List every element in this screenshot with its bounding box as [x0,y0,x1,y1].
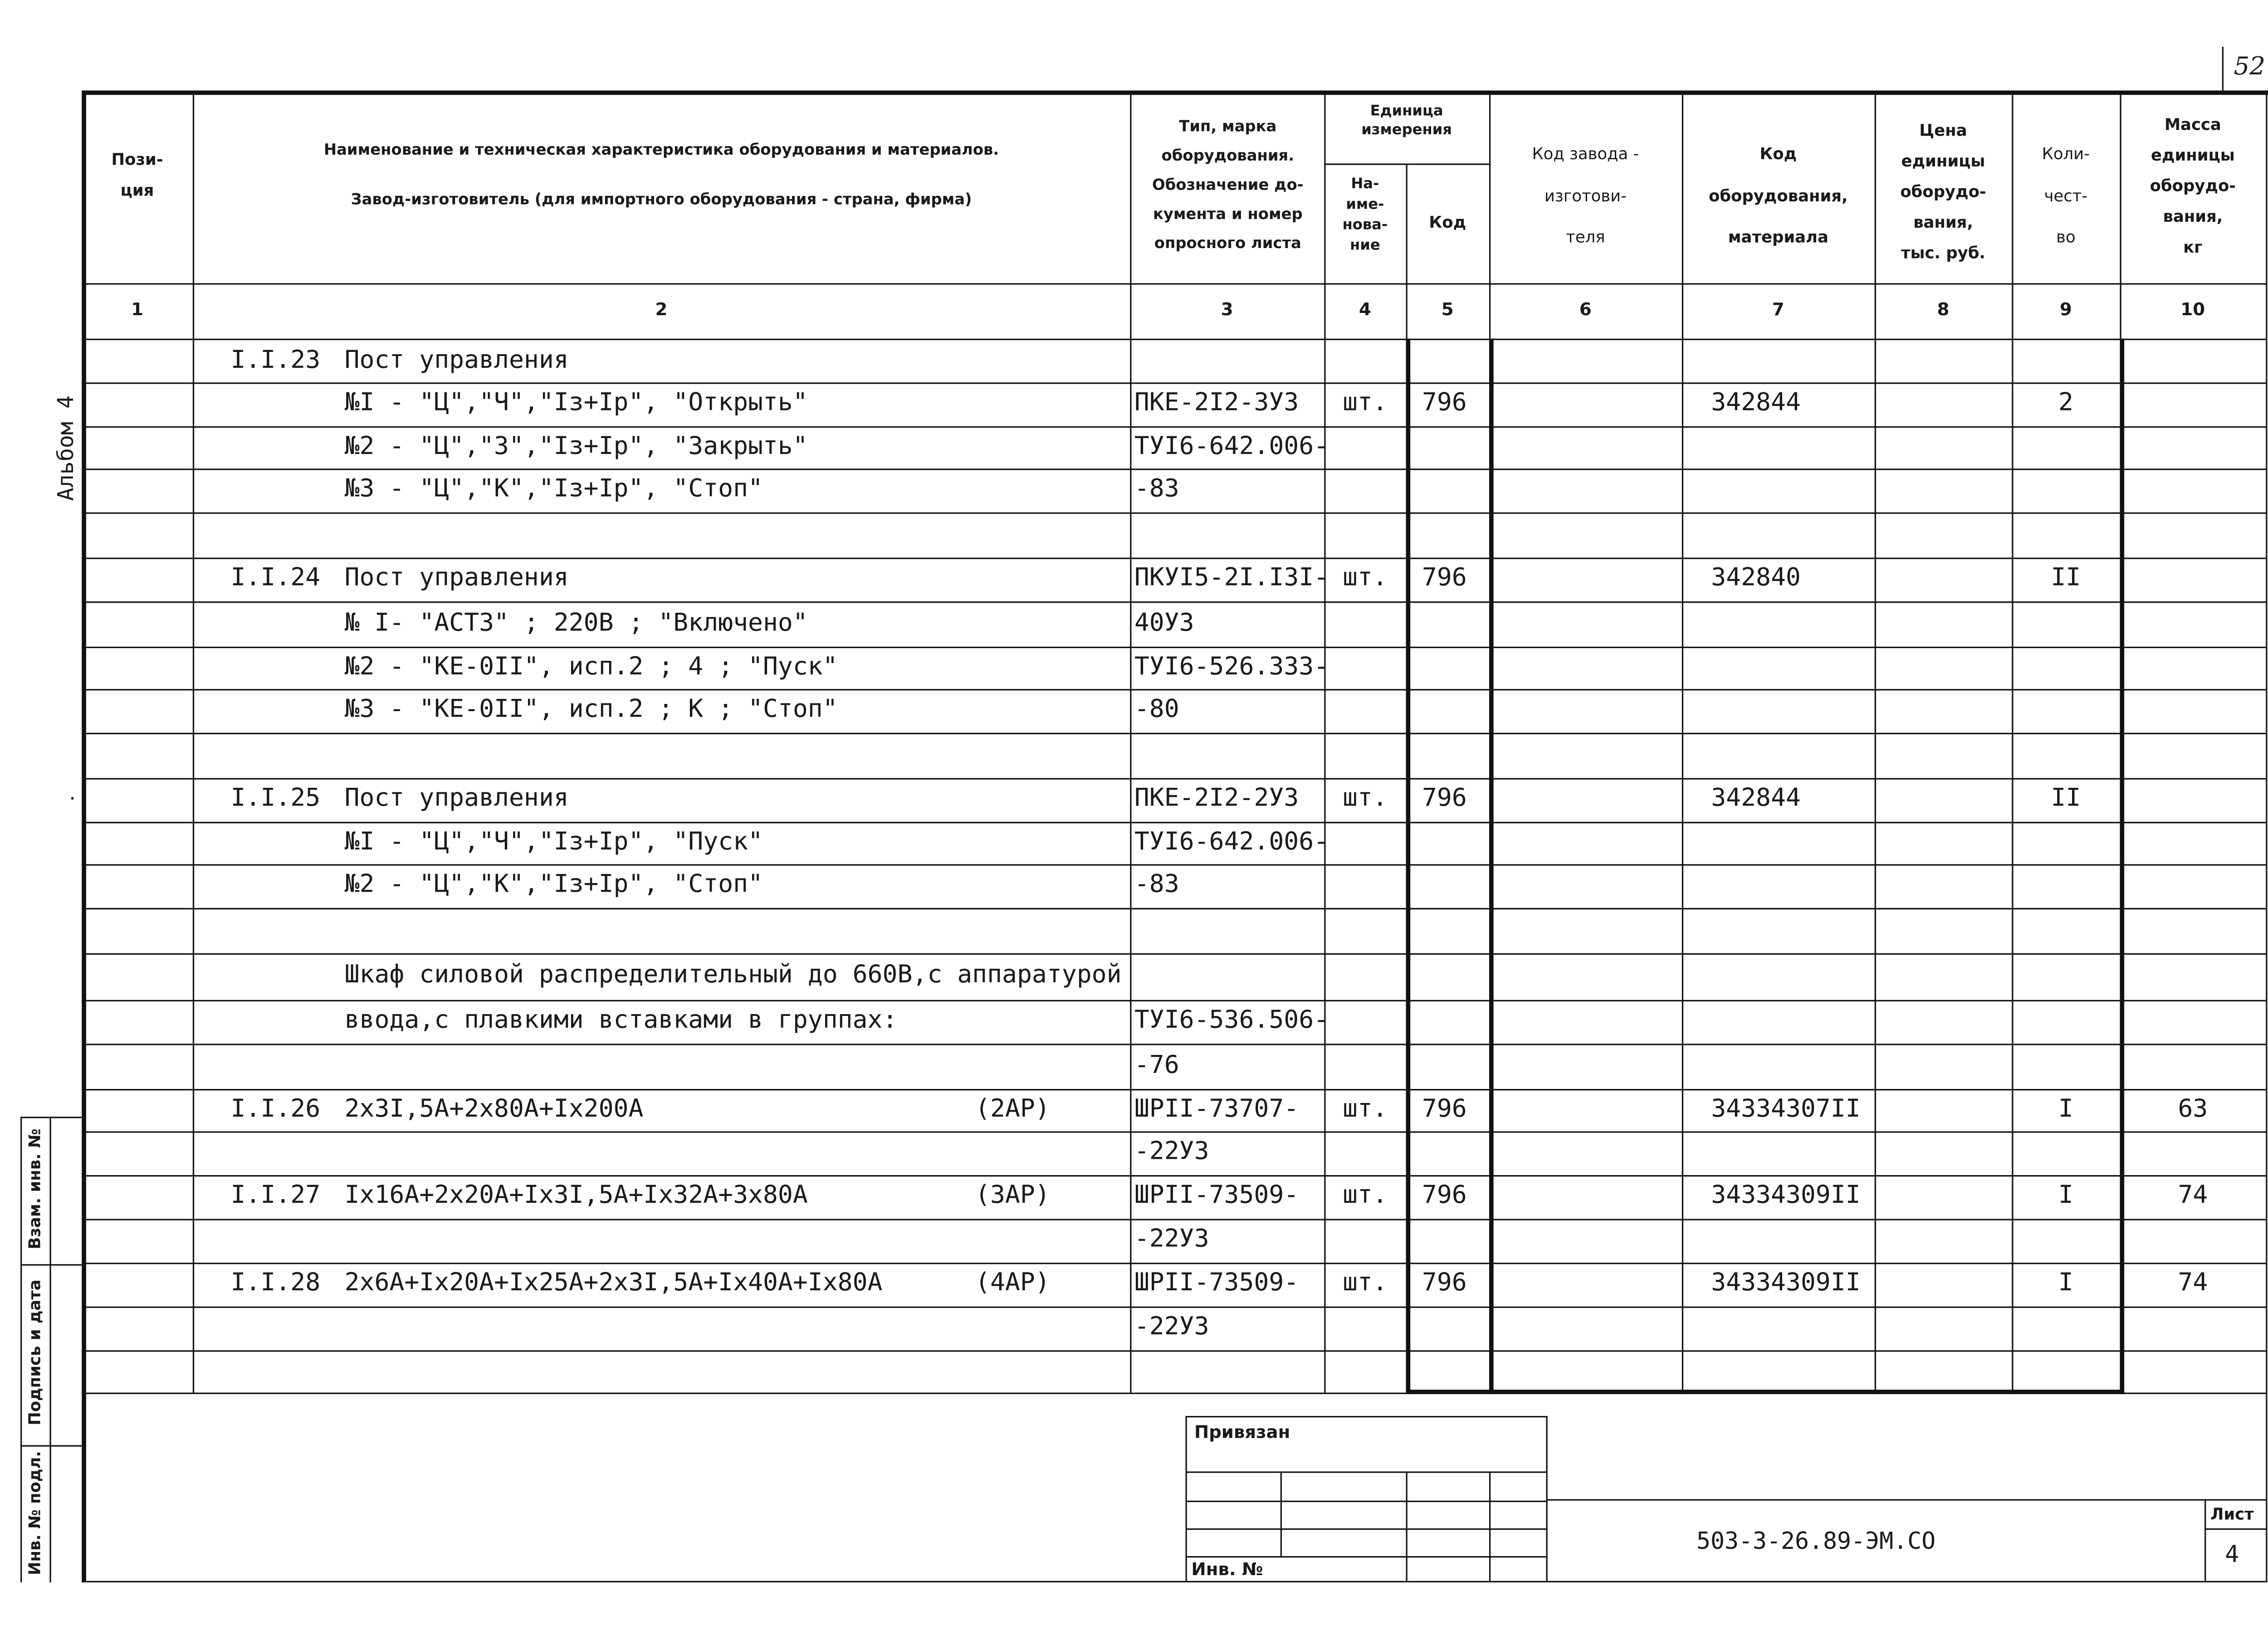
cell-type: ТУI6-642.006- [1134,431,1329,461]
title-block-list-line [2204,1528,2267,1530]
cell-code: 796 [1422,1181,1467,1210]
title-block-top [1546,1499,2267,1501]
cell-unit: шт. [1342,563,1388,593]
cell-unit: шт. [1342,1268,1388,1298]
cell-type: ШРII-73509- [1134,1268,1299,1298]
stamp-vline1 [1281,1471,1282,1556]
stamp-line2 [1186,1501,1548,1502]
row-line [82,382,2267,384]
col-line-6 [1682,91,1683,1394]
cell-name: 2х6А+Iх20А+Iх25А+2х3I,5А+Iх40А+Iх80А [344,1268,883,1298]
cell-unit: шт. [1342,1181,1388,1210]
row-line [82,647,2267,648]
cell-name: Пост управления [344,784,569,813]
hdr-col1: Пози- ция [111,150,163,200]
list-label: Лист [2210,1505,2254,1524]
row-line [82,558,2267,559]
side-podpis-label: Подпись и дата [25,1279,45,1425]
cell-type: ШРII-73707- [1134,1094,1299,1123]
cell-pos: I.I.24 [230,563,321,593]
hdr-col7: Код оборудования, материала [1709,144,1848,247]
side-invpodl-label: Инв. № подл. [25,1451,45,1576]
row-line [82,512,2267,514]
row-line [82,1263,2267,1264]
side-stamp-mid [49,1117,51,1582]
stamp-inv-no: Инв. № [1191,1559,1263,1580]
cell-type: -80 [1134,695,1179,724]
hdr-col8: Цена единицы оборудо- вания, тыс. руб. [1900,121,1986,262]
row-line [82,689,2267,690]
cell-mass: 74 [2178,1268,2208,1298]
stamp-line4 [1186,1556,1548,1557]
cell-unit: шт. [1342,784,1388,813]
table-bottom-bold [1406,1390,2125,1394]
cell-name: №I - "Ц","Ч","Iз+Iр", "Пуск" [344,827,763,856]
cell-type: -83 [1134,870,1179,899]
cell-name: Шкаф силовой распределительный до 660В,с аппаратурой [344,960,1122,990]
side-vzam-label: Взам. инв. № [25,1128,45,1249]
list-value: 4 [2225,1540,2239,1568]
cell-name: №2 - "КЕ-0II", исп.2 ; 4 ; "Пуск" [344,652,838,681]
stamp-line3 [1186,1528,1548,1530]
row-line [82,1000,2267,1001]
cell-pos: I.I.28 [230,1268,321,1298]
cell-code: 796 [1422,563,1467,593]
row-line [82,1089,2267,1090]
frame-bottom [82,1581,2266,1582]
cell-name: № I- "АСТЗ" ; 220В ; "Включено" [344,608,808,637]
cell-eqcode: 34334307II [1711,1094,1861,1123]
row-line [82,733,2267,734]
cell-qty: 2 [2058,388,2073,418]
cell-name: Пост управления [344,563,569,593]
cell-type: ПКЕ-2I2-2У3 [1134,784,1299,813]
cell-code: 796 [1422,784,1467,813]
row-line [82,601,2267,603]
hdr-col5: Код [1429,213,1466,232]
row-line [82,822,2267,823]
header-col-number: 4 [1359,299,1371,320]
row-line [82,864,2267,865]
cell-name: Пост управления [344,345,569,375]
frame-top [82,91,2268,95]
cell-eqcode: 342840 [1711,563,1801,593]
col-line-1 [193,91,194,1394]
cell-name: 2х3I,5А+2х80А+Iх200А [344,1094,644,1123]
cell-eqcode: 34334309II [1711,1268,1861,1298]
row-line [82,1044,2267,1045]
row-line [82,1350,2267,1352]
cell-qty: I [2058,1268,2073,1298]
stamp-top [1186,1416,1548,1417]
dot-mark: · [67,788,78,809]
cell-type: ТУI6-642.006- [1134,827,1329,856]
numbers-bottom-line [82,339,2267,340]
cell-tag: (3АР) [975,1181,1050,1210]
header-col-number: 6 [1579,299,1592,320]
cell-code: 796 [1422,388,1467,418]
cell-type: -22У3 [1134,1225,1209,1254]
stamp-privyazan: Привязан [1194,1421,1290,1442]
header-col-number: 10 [2180,299,2205,320]
doc-code: 503-3-26.89-ЭМ.СО [1696,1527,1936,1555]
cell-tag: (2АР) [975,1094,1050,1123]
hdr-col9: Коли- чест- во [2042,144,2090,247]
title-block-list-sep [2204,1499,2206,1582]
header-col-number: 1 [131,299,143,320]
cell-type: ТУI6-526.333- [1134,652,1329,681]
hdr-col4: На- име- нова- ние [1342,176,1388,254]
hdr-col3: Тип, марка оборудования. Обозначение до- кумента и номер опросного листа [1152,118,1304,253]
cell-mass: 63 [2178,1094,2208,1123]
cell-eqcode: 34334309II [1711,1181,1861,1210]
row-line [82,908,2267,909]
hdr-col10: Масса единицы оборудо- вания, кг [2150,115,2236,257]
hdr-unit-group: Единица измерения [1361,103,1452,139]
row-line [82,1131,2267,1132]
cell-name: Iх16А+2х20А+Iх3I,5А+Iх32А+3х80А [344,1181,808,1210]
header-bottom-line [82,283,2267,284]
cell-qty: I [2058,1181,2073,1210]
header-col-number: 3 [1221,299,1233,320]
cell-pos: I.I.23 [230,345,321,375]
stamp-line1 [1186,1471,1548,1473]
col-line-7 [1875,91,1876,1394]
cell-type: -22У3 [1134,1312,1209,1342]
album-label: Альбом 4 [52,395,79,501]
cell-type: -83 [1134,474,1179,504]
frame-right [2266,91,2267,1582]
cell-qty: II [2051,563,2081,593]
cell-type: ПКУI5-2I.I3I- [1134,563,1329,593]
stamp-vline2 [1406,1471,1408,1582]
cell-qty: II [2051,784,2081,813]
row-line [82,426,2267,428]
cell-pos: I.I.26 [230,1094,321,1123]
hdr-col2-line2: Завод-изготовитель (для импортного оборудования - страна, фирма) [351,191,972,209]
header-col-number: 2 [655,299,668,320]
row-line [82,953,2267,955]
cell-type: -76 [1134,1050,1179,1080]
cell-type: ПКЕ-2I2-3У3 [1134,388,1299,418]
cell-pos: I.I.25 [230,784,321,813]
cell-type: ШРII-73509- [1134,1181,1299,1210]
cell-unit: шт. [1342,1094,1388,1123]
cell-unit: шт. [1342,388,1388,418]
row-line [82,1219,2267,1220]
cell-type: -22У3 [1134,1137,1209,1166]
cell-name: ввода,с плавкими вставками в группах: [344,1005,898,1035]
hdr-col2-line1: Наименование и техническая характеристика оборудования и материалов. [323,142,999,159]
row-line [82,1175,2267,1176]
cell-code: 796 [1422,1094,1467,1123]
cell-name: №2 - "Ц","К","Iз+Iр", "Стоп" [344,870,763,899]
col-line-9 [2120,339,2124,1394]
col-line-5 [1489,339,1494,1394]
row-line [82,778,2267,780]
header-col-number: 7 [1772,299,1784,320]
cell-eqcode: 342844 [1711,388,1801,418]
cell-type: 40У3 [1134,608,1194,637]
cell-eqcode: 342844 [1711,784,1801,813]
hdr-col6: Код завода - изготови- теля [1532,144,1639,247]
cell-name: №3 - "Ц","К","Iз+Iр", "Стоп" [344,474,763,504]
cell-tag: (4АР) [975,1268,1050,1298]
page-number-tick [2222,47,2224,91]
cell-name: №3 - "КЕ-0II", исп.2 ; К ; "Стоп" [344,695,838,724]
cell-mass: 74 [2178,1181,2208,1210]
page-number: 52 [2234,52,2266,82]
header-col-number: 9 [2059,299,2072,320]
cell-qty: I [2058,1094,2073,1123]
row-line [82,469,2267,470]
cell-name: №I - "Ц","Ч","Iз+Iр", "Открыть" [344,388,808,418]
col-line-2 [1130,91,1131,1394]
stamp-vline3 [1489,1471,1491,1582]
side-stamp-left [20,1117,22,1582]
cell-pos: I.I.27 [230,1181,321,1210]
row-line [82,1307,2267,1308]
cell-type: ТУI6-536.506- [1134,1005,1329,1035]
header-col-number: 8 [1937,299,1950,320]
cell-name: №2 - "Ц","З","Iз+Iр", "Закрыть" [344,431,808,461]
cell-code: 796 [1422,1268,1467,1298]
header-col-number: 5 [1441,299,1454,320]
col-line-4 [1406,339,1411,1394]
